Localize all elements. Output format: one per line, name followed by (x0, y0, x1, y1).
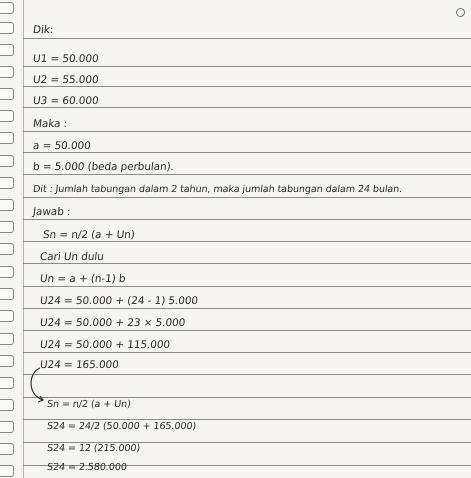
ruled-line (23, 352, 471, 353)
ruled-line (23, 286, 471, 287)
binder-hole (0, 266, 14, 278)
binder-hole (0, 243, 14, 255)
ruled-line (23, 38, 471, 39)
u24-step-3: U24 = 50.000 + 115.000 (39, 339, 171, 351)
sum-formula: Sn = n/2 (a + Un) (42, 229, 136, 241)
binder-hole (0, 2, 14, 14)
answer-heading: Jawab : (32, 206, 72, 218)
binder-hole (0, 399, 14, 411)
binder-hole (0, 88, 14, 100)
s24-step-1: S24 = 24/2 (50.000 + 165.000) (46, 421, 197, 432)
ruled-line (23, 131, 471, 132)
find-un-note: Cari Un dulu (39, 251, 105, 263)
sum-formula-repeat: Sn = n/2 (a + Un) (46, 399, 132, 410)
u24-step-1: U24 = 50.000 + (24 - 1) 5.000 (39, 295, 199, 307)
u24-result: U24 = 165.000 (39, 359, 120, 371)
ruled-line (23, 330, 471, 331)
ruled-line (23, 66, 471, 67)
binder-hole (0, 66, 14, 78)
given-heading: Dik: (32, 24, 54, 36)
binder-hole (0, 199, 14, 211)
binder-hole (0, 333, 14, 345)
binder-hole (0, 177, 14, 189)
ruled-line (23, 308, 471, 309)
binder-hole (0, 132, 14, 144)
margin-line (23, 0, 24, 478)
then-heading: Maka : (32, 118, 68, 130)
binder-hole (0, 22, 14, 34)
ruled-line (23, 152, 471, 153)
common-difference: b = 5.000 (beda perbulan). (32, 161, 175, 173)
ruled-line (23, 86, 471, 87)
curved-arrow-icon (28, 366, 56, 406)
binder-hole (0, 421, 14, 433)
first-term: a = 50.000 (32, 140, 92, 152)
binder-hole (0, 355, 14, 367)
ruled-line (23, 174, 471, 175)
binder-hole (0, 288, 14, 300)
binder-hole (0, 465, 14, 477)
page-corner-mark (456, 8, 465, 17)
ruled-line (23, 107, 471, 108)
given-u3: U3 = 60.000 (32, 95, 100, 107)
term-formula: Un = a + (n-1) b (39, 273, 127, 285)
binder-hole (0, 310, 14, 322)
binder-hole (0, 377, 14, 389)
binder-hole (0, 221, 14, 233)
binder-hole (0, 443, 14, 455)
ruled-line (23, 241, 471, 242)
given-u2: U2 = 55.000 (32, 74, 100, 86)
binder-hole (0, 155, 14, 167)
binder-hole (0, 44, 14, 56)
s24-step-2: S24 = 12 (215.000) (46, 443, 141, 454)
s24-result: S24 = 2.580.000 (46, 462, 128, 473)
ruled-line (23, 374, 471, 375)
ruled-line (23, 219, 471, 220)
ruled-line (23, 419, 471, 420)
ruled-line (23, 397, 471, 398)
u24-step-2: U24 = 50.000 + 23 × 5.000 (39, 317, 186, 329)
asked-statement: Dit : Jumlah tabungan dalam 2 tahun, maka jumlah tabungan dalam 24 bulan. (32, 184, 403, 195)
ruled-line (23, 197, 471, 198)
ruled-line (23, 263, 471, 264)
binder-hole (0, 110, 14, 122)
given-u1: U1 = 50.000 (32, 53, 100, 65)
